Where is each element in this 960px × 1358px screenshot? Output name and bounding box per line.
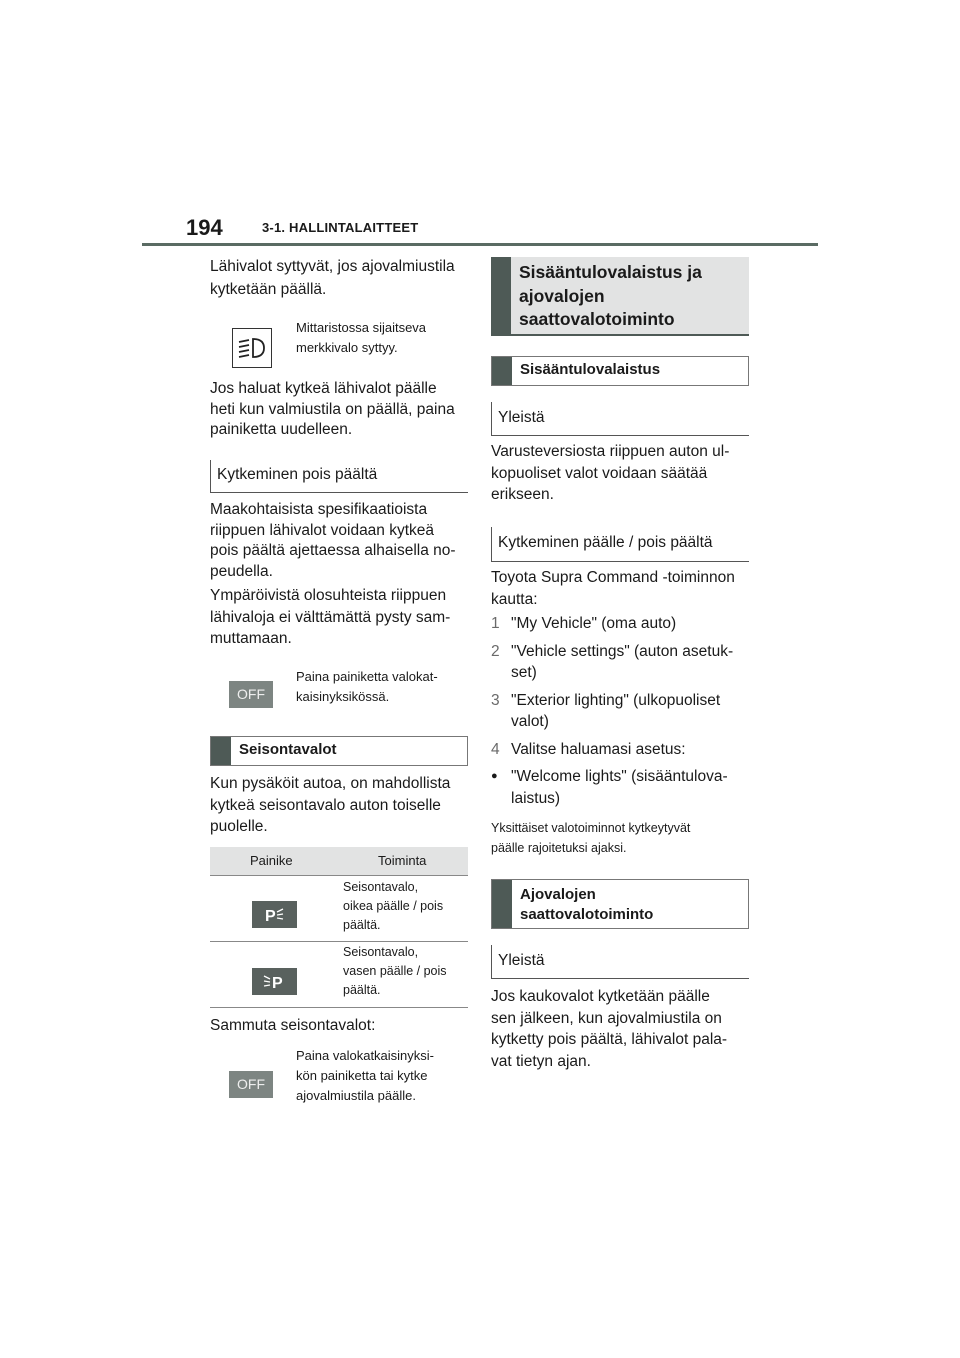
country-paragraph: Maakohtaisista spesifikaatioista riippuen lähivalot voidaan kytkeä pois päältä ajettaessa alhaisella no- peudella. bbox=[210, 501, 456, 580]
general-paragraph: Varusteversiosta riippuen auton ul- kopuoliset valot voidaan säätää erikseen. bbox=[491, 443, 730, 503]
header-rule bbox=[142, 243, 818, 246]
turn-off-paragraph: Sammuta seisontavalot: bbox=[210, 1017, 376, 1034]
intro-paragraph: Lähivalot syttyvät, jos ajovalmiustila kytketään päällä. bbox=[210, 258, 455, 298]
parking-paragraph: Kun pysäköit autoa, on mahdollista kytkeä seisontavalo auton toiselle puolelle. bbox=[210, 775, 451, 835]
follow-paragraph: Jos kaukovalot kytketään päälle sen jälkeen, kun ajovalmiustila on kytketty pois päältä, lähivalot pala- vat tietyn ajan. bbox=[491, 988, 728, 1070]
bullet-item: ● "Welcome lights" (sisääntulova- laistus) bbox=[491, 766, 753, 809]
parking-heading: Seisontavalot bbox=[210, 736, 468, 766]
ambient-paragraph: Ympäröivistä olosuhteista riippuen lähivaloja ei välttämättä pysty sam- muttamaan. bbox=[210, 587, 451, 647]
page-number: 194 bbox=[186, 215, 223, 240]
list-item: 4 Valitse haluamasi asetus: bbox=[491, 740, 686, 758]
welcome-heading: Sisääntulovalaistus bbox=[491, 356, 749, 386]
off-button-2: OFF bbox=[229, 1071, 273, 1098]
list-item: 2 "Vehicle settings" (auton asetuk- set) bbox=[491, 642, 734, 681]
svg-text:P: P bbox=[272, 975, 283, 992]
table-header-function: Toiminta bbox=[378, 853, 427, 868]
parking-light-left-icon bbox=[252, 968, 297, 995]
off-note-2: Paina valokatkaisinyksi- kön painiketta tai kytke ajovalmiustila päälle. bbox=[296, 1048, 435, 1103]
switch-off-heading: Kytkeminen pois päältä bbox=[210, 460, 468, 493]
off-note: Paina painiketta valokat- kaisinyksikössä. bbox=[296, 669, 438, 704]
low-beam-indicator-icon bbox=[232, 328, 272, 368]
repeat-paragraph: Jos haluat kytkeä lähivalot päälle heti kun valmiustila on päällä, paina painiketta uudelleen. bbox=[210, 380, 455, 438]
svg-text:P: P bbox=[265, 908, 276, 925]
steps-list bbox=[491, 613, 753, 809]
parking-light-right-icon bbox=[252, 901, 297, 928]
chapter-title: 3-1. HALLINTALAITTEET bbox=[262, 220, 419, 235]
command-paragraph: Toyota Supra Command -toiminnon kautta: bbox=[491, 569, 735, 608]
main-section-heading: Sisääntulovalaistus ja ajovalojen saattovalotoiminto bbox=[491, 257, 749, 336]
indicator-note: Mittaristossa sijaitseva merkkivalo syttyy. bbox=[296, 320, 427, 355]
general-heading-2: Yleistä bbox=[491, 945, 749, 979]
follow-heading: Ajovalojen saattovalotoiminto bbox=[491, 879, 749, 929]
general-heading-1: Yleistä bbox=[491, 402, 749, 436]
table-header-button: Painike bbox=[250, 853, 293, 868]
off-button: OFF bbox=[229, 681, 273, 708]
table-header bbox=[210, 847, 468, 875]
switch-heading: Kytkeminen päälle / pois päältä bbox=[491, 527, 749, 562]
bullet-icon: ● bbox=[491, 770, 498, 782]
list-item: 3 "Exterior lighting" (ulkopuoliset valot) bbox=[491, 691, 721, 730]
note-paragraph: Yksittäiset valotoiminnot kytkeytyvät päälle rajoitetuksi ajaksi. bbox=[491, 821, 691, 855]
list-item: 1 "My Vehicle" (oma auto) bbox=[491, 615, 677, 632]
table-row-2-function: Seisontavalo, vasen päälle / pois päältä. bbox=[343, 945, 447, 997]
table-row-1-function: Seisontavalo, oikea päälle / pois päältä. bbox=[343, 880, 444, 932]
